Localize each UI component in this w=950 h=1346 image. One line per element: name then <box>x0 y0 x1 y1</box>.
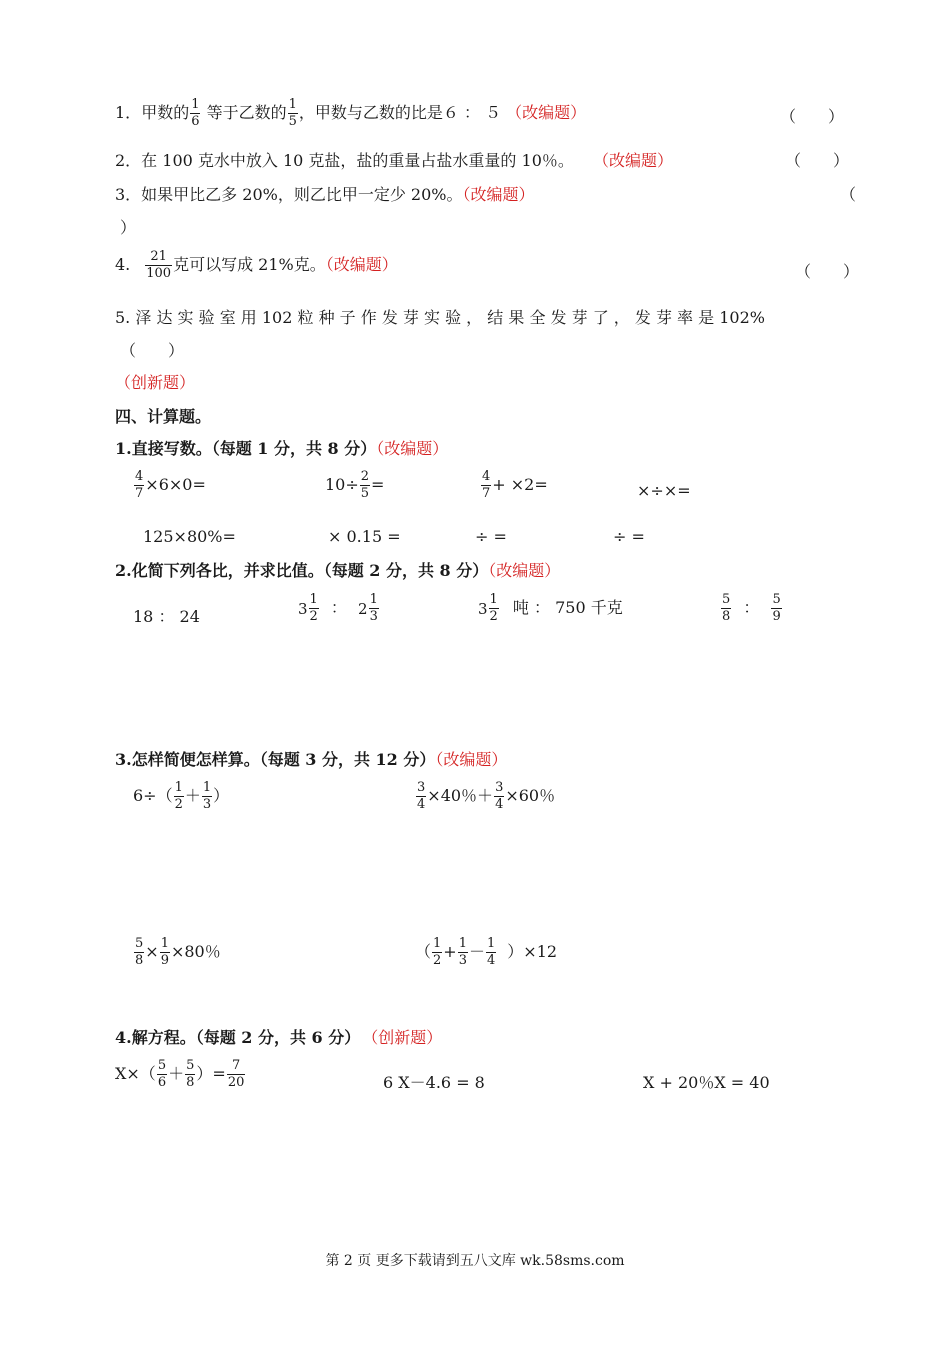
fraction: $\frac{2}{5}$ <box>360 469 370 501</box>
fraction: $\frac{1}{9}$ <box>160 936 169 968</box>
p2-item-a: 18 ： 24 <box>133 607 200 626</box>
p1-item-b: 10÷ $\frac{2}{5}$ = <box>325 469 385 501</box>
tag-innovative: （创新题） <box>115 373 196 392</box>
fraction: $\frac{5}{9}$ <box>772 592 781 624</box>
fraction: $\frac{5}{8}$ <box>722 592 731 624</box>
fraction: $\frac{4}{7}$ <box>135 469 144 501</box>
p1-item-a: $\frac{4}{7}$ ×6×0= <box>135 469 206 501</box>
fraction: $\frac{1}{2}$ <box>433 936 442 968</box>
p1-item-d: ×÷×= <box>637 481 691 500</box>
fraction: $\frac{1}{5}$ <box>288 97 297 129</box>
p4-item-b: 6 X－4.6 = 8 <box>383 1073 485 1092</box>
fraction: $\frac{5}{8}$ <box>135 936 144 968</box>
answer-bracket-1[interactable]: （ ） <box>780 107 845 126</box>
p3-item-c: $\frac{5}{8}$ × $\frac{1}{9}$ ×80％ <box>135 936 221 968</box>
p3-item-d: （ $\frac{1}{2}$ + $\frac{1}{3}$ － $\frac{1}{4}$ ）×12 <box>415 936 558 968</box>
page-footer: 第 2 页 更多下载请到五八文库 wk.58sms.com <box>325 1253 625 1269</box>
fraction: $\frac{5}{6}$ <box>157 1058 167 1090</box>
answer-bracket-5[interactable]: （ ） <box>120 341 185 360</box>
fraction: $\frac{1}{6}$ <box>191 97 200 129</box>
tag-adapted: （改编题） <box>488 561 561 580</box>
part1-heading: 1.直接写数。（每题 1 分，共 8 分）（改编题） <box>115 439 449 458</box>
fraction: $\frac{1}{2}$ <box>489 592 498 624</box>
fraction: $\frac{5}{8}$ <box>186 1058 195 1090</box>
p1-item-f: × 0.15 = <box>328 527 401 546</box>
p1-item-c: $\frac{4}{7}$ + ×2= <box>482 469 548 501</box>
section-title: 四、计算题。 <box>115 407 212 426</box>
tag-adapted: （改编题） <box>462 185 535 204</box>
p1-item-h: ÷ = <box>613 527 645 546</box>
tag-innovative: （创新题） <box>370 1028 443 1047</box>
p2-item-b: 3 $\frac{1}{2}$ ： 2 $\frac{1}{3}$ <box>298 592 378 624</box>
fraction: $\frac{7}{20}$ <box>227 1058 245 1090</box>
fraction: $\frac{3}{4}$ <box>495 780 504 812</box>
tag-adapted: （改编题） <box>435 750 508 769</box>
p2-item-c: 3 $\frac{1}{2}$ 吨 ： 750 千克 <box>478 592 623 624</box>
fraction: $\frac{1}{3}$ <box>369 592 378 624</box>
fraction: $\frac{1}{2}$ <box>174 780 183 812</box>
question-3: 3．如果甲比乙多 20%，则乙比甲一定少 20%。（改编题） <box>115 185 535 204</box>
p1-item-e: 125×80%= <box>143 527 236 546</box>
question-5: 5. 泽 达 实 验 室 用 102 粒 种 子 作 发 芽 实 验 ， 结 果 全 发 芽 了 ， 发 芽 率 是 102% <box>115 308 765 327</box>
fraction: $\frac{3}{4}$ <box>417 780 426 812</box>
question-2: 2．在 100 克水中放入 10 克盐，盐的重量占盐水重量的 10％。 （改编题） <box>115 151 673 170</box>
p3-item-b: $\frac{3}{4}$ ×40％＋ $\frac{3}{4}$ ×60％ <box>417 780 556 812</box>
answer-bracket-4[interactable]: （ ） <box>795 262 860 281</box>
fraction: $\frac{1}{4}$ <box>487 936 496 968</box>
fraction: $\frac{1}{3}$ <box>202 780 212 812</box>
answer-bracket-3-open[interactable]: （ <box>840 185 857 204</box>
p3-item-a: 6÷（ $\frac{1}{2}$ ＋ $\frac{1}{3}$ ） <box>133 780 230 812</box>
part4-heading: 4.解方程。（每题 2 分，共 6 分） （创新题） <box>115 1028 443 1047</box>
tag-adapted: （改编题） <box>376 439 449 458</box>
part2-heading: 2.化简下列各比，并求比值。（每题 2 分，共 8 分）（改编题） <box>115 561 561 580</box>
answer-bracket-2[interactable]: （ ） <box>785 151 850 170</box>
p4-item-c: X + 20％X = 40 <box>643 1073 770 1092</box>
fraction: $\frac{1}{2}$ <box>309 592 318 624</box>
tag-adapted: （改编题） <box>506 103 587 122</box>
p4-item-a: X×（ $\frac{5}{6}$ ＋ $\frac{5}{8}$ ）= $\frac{7}{20}$ <box>115 1058 245 1090</box>
tag-adapted: （改编题） <box>592 151 673 170</box>
part3-heading: 3.怎样简便怎样算。（每题 3 分，共 12 分）（改编题） <box>115 750 508 769</box>
question-1: 1．甲数的 $\frac{1}{6}$ 等于乙数的 $\frac{1}{5}$ ，甲数与乙数的比是６ ： ５ （改编题） <box>115 97 587 129</box>
fraction: $\frac{1}{3}$ <box>458 936 467 968</box>
fraction: $\frac{4}{7}$ <box>482 469 491 501</box>
question-4: 4. $\frac{21}{100}$ 克可以写成 21%克。（改编题） <box>115 249 398 281</box>
answer-bracket-3-close[interactable]: ） <box>120 218 137 237</box>
tag-adapted: （改编题） <box>325 255 398 274</box>
fraction: $\frac{21}{100}$ <box>146 249 172 281</box>
p2-item-d: $\frac{5}{8}$ ： $\frac{5}{9}$ <box>722 592 781 624</box>
p1-item-g: ÷ = <box>475 527 507 546</box>
